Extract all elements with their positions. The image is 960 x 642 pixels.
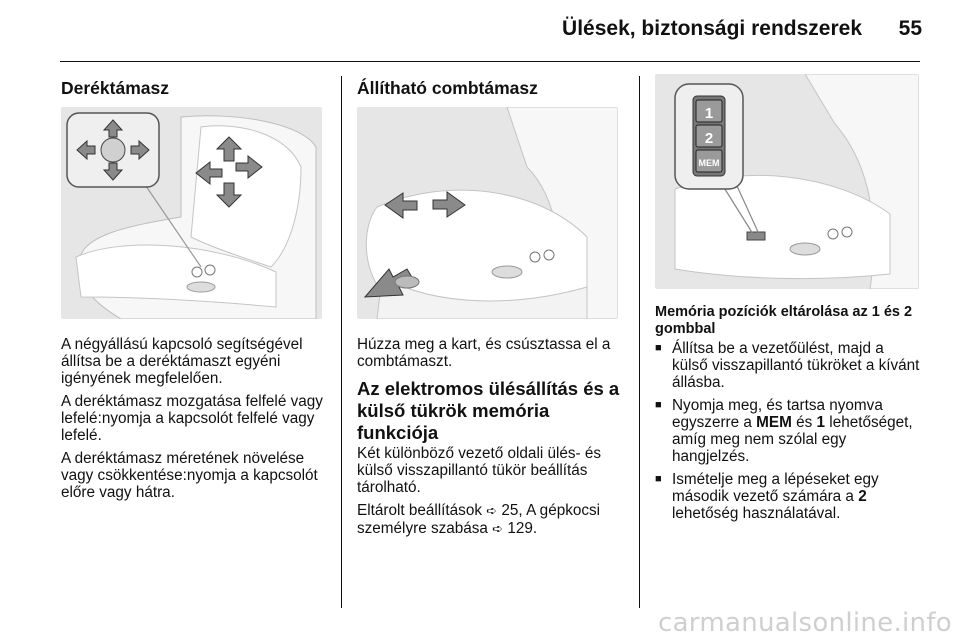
section-heading-lumbar: Deréktámasz xyxy=(61,78,169,98)
page-header-title: Ülések, biztonsági rendszerek xyxy=(562,17,862,40)
memory-p2-text-c: 129. xyxy=(503,520,538,537)
column-thigh-support xyxy=(357,80,629,544)
memory-paragraph-1: Két különböző vezető oldali ülés- és külső visszapillantó tükör beállítás tárolható. xyxy=(357,445,602,496)
button-1-ref: 1 xyxy=(816,414,826,431)
section-heading-thigh: Állítható combtámasz xyxy=(357,78,538,98)
lumbar-support-illustration xyxy=(61,107,322,319)
column-divider-2 xyxy=(639,76,640,608)
step-3-text-a: Ismételje meg a lépéseket egy második vezető számára a xyxy=(672,471,879,505)
step-3-text-b: lehetőség használatával. xyxy=(672,505,841,522)
list-item xyxy=(655,397,923,465)
button-2-ref: 2 xyxy=(858,488,867,505)
section-heading-memory: Az elektromos ülésállítás és a külső tükrök memória funkciója xyxy=(357,378,620,443)
header-rule xyxy=(60,61,920,62)
memory-paragraph-2 xyxy=(357,502,629,538)
step-2-text-a: Nyomja meg, és tartsa nyomva egyszerre a xyxy=(672,397,883,431)
step-1-text: Állítsa be a vezetőülést, majd a külső visszapillantó tükröket a kívánt állásba. xyxy=(672,340,920,391)
memory-buttons-illustration xyxy=(655,74,919,289)
memory-button-1-label: 1 xyxy=(704,105,714,122)
lumbar-paragraph-2: A deréktámasz mozgatása felfelé vagy lefelé:nyomja a kapcsolót felfelé vagy lefelé. xyxy=(61,393,323,444)
thigh-paragraph-1: Húzza meg a kart, és csúsztassa el a combtámaszt. xyxy=(357,336,611,370)
column-lumbar-support xyxy=(61,80,332,507)
step-2-text-c: lehetőséget, amíg meg nem szólal egy hangjelzés. xyxy=(672,414,913,465)
list-item xyxy=(655,471,923,522)
column-memory-buttons xyxy=(655,74,923,528)
memory-subheading: Memória pozíciók eltárolása az 1 és 2 gombbal xyxy=(655,304,913,337)
memory-steps-list xyxy=(655,340,923,522)
list-item xyxy=(655,340,923,391)
watermark: carmanualsonline.info xyxy=(657,608,952,638)
step-2-text-b: és xyxy=(791,414,817,431)
thigh-support-illustration xyxy=(357,107,618,319)
memory-button-mem-label: MEM xyxy=(698,158,720,168)
page-reference-arrow-icon: ➪ xyxy=(492,522,504,537)
memory-p2-text-a: Eltárolt beállítások xyxy=(357,502,487,519)
lumbar-paragraph-1: A négyállású kapcsoló segítségével állítsa be a deréktámaszt egyéni igényének megfelelően. xyxy=(61,336,303,387)
page-reference-arrow-icon: ➪ xyxy=(486,504,498,519)
column-divider-1 xyxy=(341,76,342,608)
mem-button-ref: MEM xyxy=(756,414,792,431)
memory-button-2-label: 2 xyxy=(704,130,714,147)
memory-p2-text-b: 25, A gépkocsi személyre szabása xyxy=(357,502,601,537)
lumbar-paragraph-3: A deréktámasz méretének növelése vagy csökkentése:nyomja a kapcsolót előre vagy hátra. xyxy=(61,450,318,501)
page-number: 55 xyxy=(898,17,922,40)
